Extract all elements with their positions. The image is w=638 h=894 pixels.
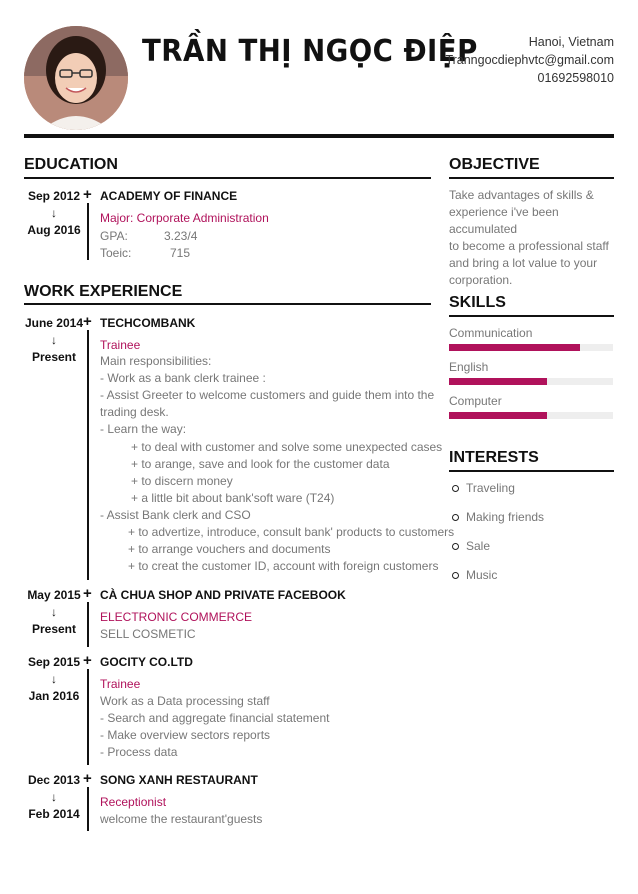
plus-icon: +: [83, 186, 92, 203]
interest-item: Sale: [466, 539, 491, 553]
duty-line: trading desk.: [100, 405, 169, 419]
phone-text: 01692598010: [537, 71, 614, 85]
candidate-name: TRẦN THỊ NGỌC ĐIỆP: [142, 34, 478, 69]
objective-line: experience i've been accumulated: [449, 205, 559, 236]
toeic-label: Toeic:: [100, 246, 132, 260]
work-title: WORK EXPERIENCE: [24, 283, 183, 300]
work-company: GOCITY CO.LTD: [100, 655, 193, 669]
duty-subline: + a little bit about bank'soft ware (T24): [131, 491, 335, 505]
objective-text: [449, 187, 609, 289]
objective-divider: [449, 177, 614, 179]
arrow-down-icon: ↓: [51, 672, 57, 686]
duty-line: SELL COSMETIC: [100, 627, 196, 641]
work-end-date: Present: [31, 350, 77, 364]
plus-icon: +: [83, 770, 92, 787]
education-divider: [24, 177, 431, 179]
duty-subline: + to advertize, introduce, consult bank' products to customers: [128, 525, 455, 539]
contact-block: [445, 33, 614, 87]
duty-line: - Search and aggregate financial statement: [100, 711, 330, 725]
skill-bar-track: [449, 378, 613, 385]
edu-end-date: Aug 2016: [27, 223, 81, 237]
duty-line: - Work as a bank clerk trainee :: [100, 371, 266, 385]
objective-title: OBJECTIVE: [449, 156, 540, 173]
interest-item: Traveling: [466, 481, 515, 495]
objective-line: Take advantages of skills &: [449, 188, 594, 202]
timeline-line: [87, 787, 89, 831]
location-text: Hanoi, Vietnam: [528, 35, 614, 49]
duty-line: - Learn the way:: [100, 422, 187, 436]
objective-line: and bring a lot value to your: [449, 256, 598, 270]
bullet-icon: [452, 543, 459, 550]
duty-subline: + to creat the customer ID, account with foreign customers: [128, 559, 439, 573]
arrow-down-icon: ↓: [51, 333, 57, 347]
work-end-date: Feb 2014: [28, 807, 80, 821]
edu-major: Major: Corporate Administration: [100, 211, 269, 225]
arrow-down-icon: ↓: [51, 605, 57, 619]
objective-line: corporation.: [449, 273, 513, 287]
plus-icon: +: [83, 652, 92, 669]
work-start-date: Sep 2015: [27, 655, 81, 669]
bullet-icon: [452, 485, 459, 492]
work-end-date: Present: [31, 622, 77, 636]
skill-bar-fill: [449, 378, 547, 385]
education-title: EDUCATION: [24, 156, 118, 173]
duty-line: Main responsibilities:: [100, 354, 212, 368]
header-divider: [24, 134, 614, 138]
email-text: Tranngocdiephvtc@gmail.com: [445, 53, 614, 67]
interests-divider: [449, 470, 614, 472]
work-position: ELECTRONIC COMMERCE: [100, 610, 253, 624]
timeline-line: [87, 669, 89, 765]
duty-subline: + to deal with customer and solve some unexpected cases: [131, 440, 443, 454]
interest-item: Music: [466, 568, 498, 582]
duty-line: - Process data: [100, 745, 178, 759]
duty-line: - Assist Bank clerk and CSO: [100, 508, 251, 522]
duty-line: - Make overview sectors reports: [100, 728, 271, 742]
skill-bar-track: [449, 412, 613, 419]
skill-bar-fill: [449, 412, 547, 419]
gpa-label: GPA:: [100, 229, 128, 243]
skill-bar-fill: [449, 344, 580, 351]
work-position: Trainee: [100, 338, 141, 352]
interests-title: INTERESTS: [449, 449, 539, 466]
plus-icon: +: [83, 313, 92, 330]
work-position: Trainee: [100, 677, 141, 691]
work-start-date: Dec 2013: [27, 773, 81, 787]
duty-subline: + to arange, save and look for the customer data: [131, 457, 390, 471]
duty-subline: + to discern money: [131, 474, 233, 488]
profile-photo: [24, 26, 128, 130]
duty-line: welcome the restaurant'guests: [100, 812, 263, 826]
duty-subline: + to arrange vouchers and documents: [128, 542, 331, 556]
edu-institution: ACADEMY OF FINANCE: [100, 189, 238, 203]
duty-line: - Assist Greeter to welcome customers and guide them into the: [100, 388, 435, 402]
timeline-line: [87, 330, 89, 580]
work-divider: [24, 303, 431, 305]
work-start-date: May 2015: [27, 588, 81, 602]
gpa-value: 3.23/4: [164, 229, 198, 243]
skill-label: Computer: [449, 394, 502, 408]
duty-line: Work as a Data processing staff: [100, 694, 270, 708]
work-start-date: June 2014: [24, 316, 84, 330]
skills-title: SKILLS: [449, 294, 506, 311]
objective-line: to become a professional staff: [449, 239, 609, 253]
arrow-down-icon: ↓: [51, 790, 57, 804]
work-position: Receptionist: [100, 795, 167, 809]
toeic-value: 715: [170, 246, 191, 260]
bullet-icon: [452, 514, 459, 521]
arrow-down-icon: ↓: [51, 206, 57, 220]
interest-item: Making friends: [466, 510, 545, 524]
skill-bar-track: [449, 344, 613, 351]
skill-label: Communication: [449, 326, 533, 340]
work-end-date: Jan 2016: [28, 689, 80, 703]
timeline-line: [87, 203, 89, 260]
work-company: SONG XANH RESTAURANT: [100, 773, 258, 787]
plus-icon: +: [83, 585, 92, 602]
edu-start-date: Sep 2012: [27, 189, 81, 203]
bullet-icon: [452, 572, 459, 579]
work-company: TECHCOMBANK: [100, 316, 196, 330]
skill-label: English: [449, 360, 489, 374]
timeline-line: [87, 602, 89, 647]
work-company: CÀ CHUA SHOP AND PRIVATE FACEBOOK: [100, 588, 346, 602]
skills-divider: [449, 315, 614, 317]
